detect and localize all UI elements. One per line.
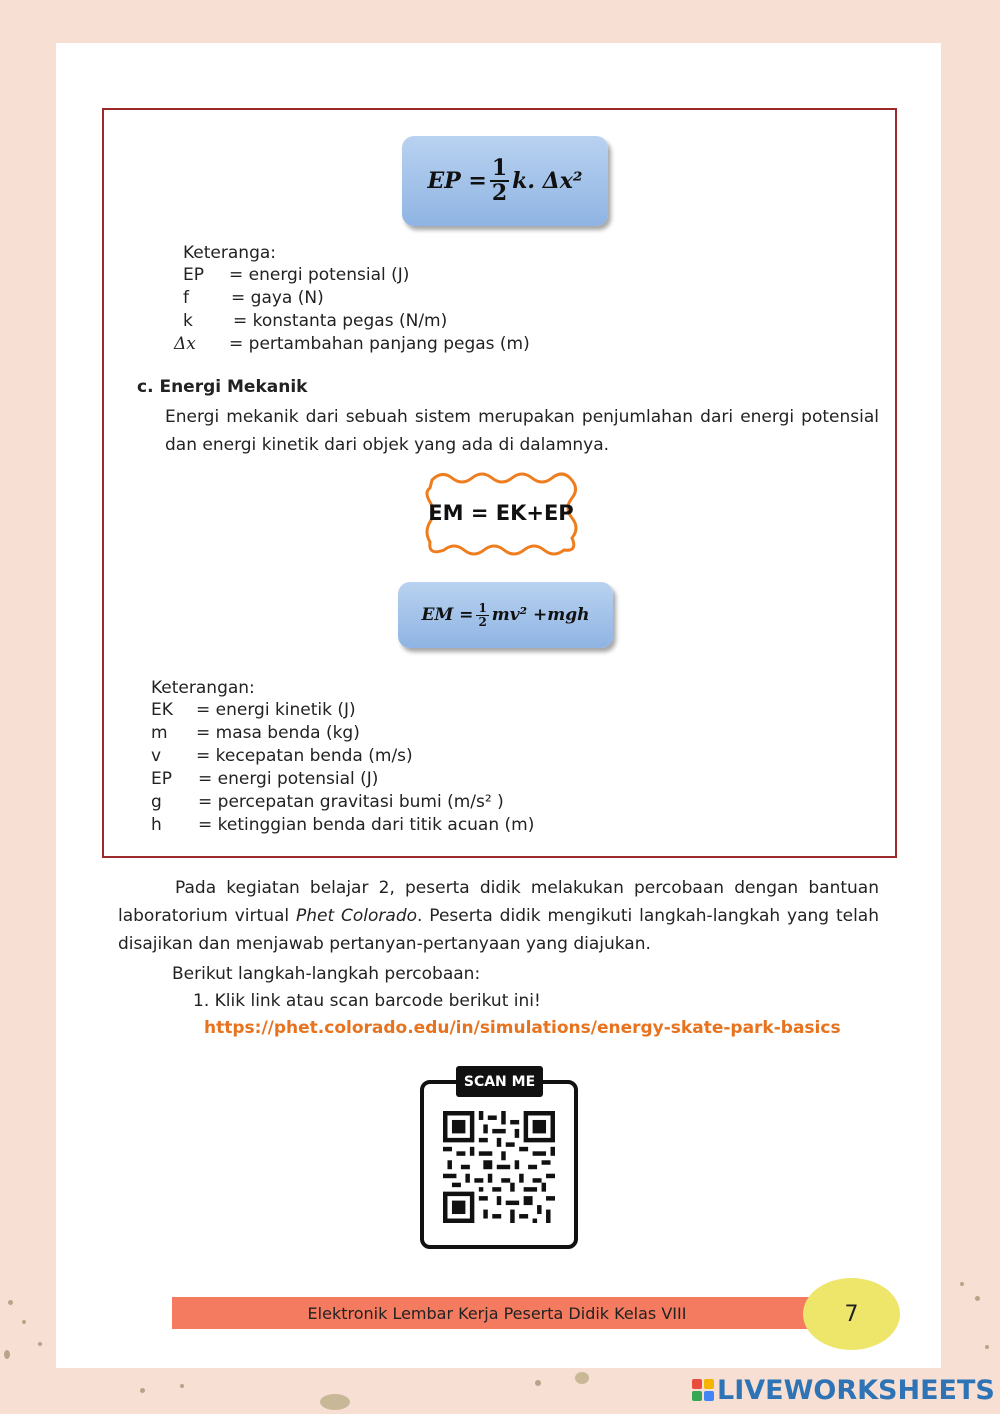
legend2-desc: = kecepatan benda (m/s)	[196, 746, 413, 766]
legend1-desc: = gaya (N)	[231, 288, 324, 308]
em-formula-fraction	[476, 602, 488, 628]
logo-square	[692, 1391, 702, 1401]
legend2-symbol: EP	[151, 769, 172, 789]
ep-formula-rhs: k. Δx²	[512, 168, 583, 194]
legend2-symbol: v	[151, 746, 162, 766]
page-number: 7	[844, 1301, 859, 1327]
legend2-desc: = masa benda (kg)	[196, 723, 360, 743]
step-1: 1. Klik link atau scan barcode berikut ini!	[193, 991, 541, 1011]
legend2-symbol: EK	[151, 700, 173, 720]
legend1-title: Keteranga:	[183, 243, 277, 263]
em-formula-lhs: EM =	[421, 605, 474, 625]
legend1-desc: = pertambahan panjang pegas (m)	[229, 334, 530, 354]
section-paragraph: Energi mekanik dari sebuah sistem merupakan penjumlahan dari energi potensial dan energi kinetik dari objek yang ada di dalamnya.	[165, 407, 879, 455]
legend1-desc: = konstanta pegas (N/m)	[233, 311, 448, 331]
ep-formula-box	[402, 136, 608, 226]
ep-fraction-denominator: 2	[491, 180, 508, 206]
liveworksheets-icon	[692, 1379, 714, 1401]
qr-code	[440, 1111, 558, 1223]
logo-square	[704, 1379, 714, 1389]
legend1-symbol: EP	[183, 265, 204, 285]
intro-text-italic: Phet Colorado	[295, 906, 418, 926]
legend1-symbol: f	[183, 288, 189, 308]
intro-text-part1: Pada kegiatan belajar 2, peserta didik melakukan percobaan dengan bantuan laboratorium virtual	[118, 878, 879, 926]
phet-simulation-link[interactable]: https://phet.colorado.edu/in/simulations/energy-skate-park-basics	[204, 1018, 841, 1038]
ep-formula-fraction	[490, 154, 509, 206]
page-number-badge	[803, 1278, 900, 1350]
intro-paragraph	[118, 874, 879, 958]
legend2-symbol: h	[151, 815, 162, 835]
logo-square	[704, 1391, 714, 1401]
liveworksheets-logo[interactable]	[692, 1372, 995, 1408]
scan-me-label: SCAN ME	[456, 1066, 543, 1097]
em-simple-formula: EM = EK+EP	[428, 501, 574, 525]
legend1-symbol: Δx	[174, 334, 196, 354]
footer-text: Elektronik Lembar Kerja Peserta Didik Kelas VIII	[307, 1303, 687, 1323]
section-heading: c. Energi Mekanik	[137, 377, 308, 397]
footer-bar	[172, 1297, 822, 1329]
legend2-symbol: m	[151, 723, 168, 743]
em-formula-rhs: mv² +mgh	[491, 605, 590, 625]
em-fraction-numerator: 1	[478, 600, 487, 615]
steps-intro: Berikut langkah-langkah percobaan:	[172, 964, 481, 984]
em-fraction-denominator: 2	[478, 614, 487, 629]
legend2-desc: = percepatan gravitasi bumi (m/s² )	[198, 792, 504, 812]
intro-text-part2: . Peserta didik mengikuti langkah-langkah yang telah disajikan dan menjawab pertanyan-pertanyaan yang diajukan.	[118, 906, 879, 954]
legend2-symbol: g	[151, 792, 162, 812]
legend2-desc: = energi potensial (J)	[198, 769, 379, 789]
logo-square	[692, 1379, 702, 1389]
legend2-title: Keterangan:	[151, 678, 255, 698]
qr-code-frame[interactable]	[420, 1080, 578, 1249]
legend2-desc: = ketinggian benda dari titik acuan (m)	[198, 815, 535, 835]
legend1-desc: = energi potensial (J)	[229, 265, 410, 285]
em-formula-box	[398, 582, 613, 648]
legend2-desc: = energi kinetik (J)	[196, 700, 356, 720]
ep-fraction-numerator: 1	[491, 154, 508, 181]
liveworksheets-wordmark: LIVEWORKSHEETS	[717, 1374, 995, 1406]
ep-formula-lhs: EP =	[427, 168, 487, 194]
legend1-symbol: k	[183, 311, 193, 331]
